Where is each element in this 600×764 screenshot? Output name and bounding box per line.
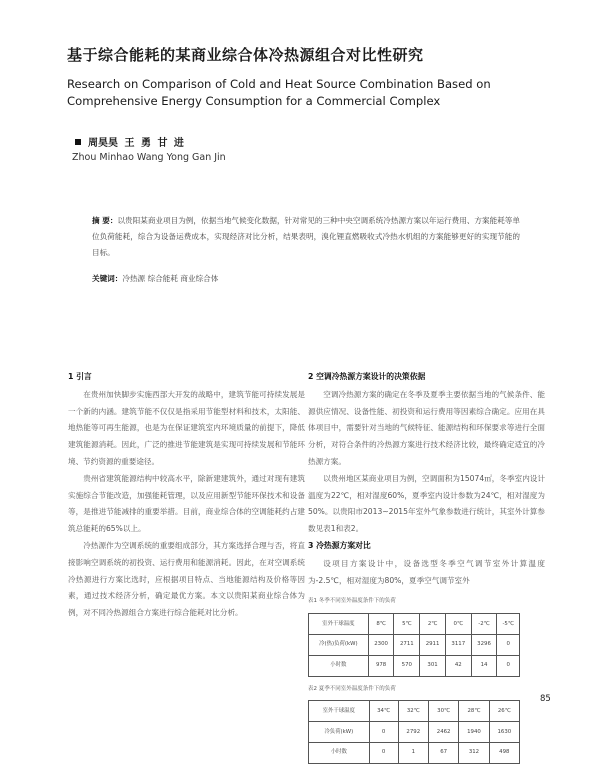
- table-cell: 3296: [471, 634, 497, 655]
- table-cell: 498: [489, 742, 519, 763]
- table-cell: 0: [369, 722, 398, 743]
- table-header-cell: 5℃: [394, 614, 420, 635]
- table-2-caption: 表2 夏季不同室外温度条件下的负荷: [308, 685, 396, 692]
- table-cell: 301: [420, 655, 446, 676]
- table-row: [309, 742, 520, 763]
- table-cell: 570: [394, 655, 420, 676]
- table-cell: 冷负荷(kW): [309, 722, 370, 743]
- section-2-heading: 2 空调冷热源方案设计的决策依据: [308, 372, 426, 381]
- table-header-row: [309, 614, 520, 635]
- table-header-cell: 28℃: [459, 701, 489, 722]
- table-header-cell: 室外干球温度: [309, 614, 369, 635]
- table-1-caption: 表1 冬季不同室外温度条件下的负荷: [308, 598, 396, 605]
- abstract-text: 以贵阳某商业项目为例，依据当地气候变化数据，针对常见的三种中央空调系统冷热源方案以年运行费用、方案能耗等单位负荷能耗，综合为设备运费成本，实现经济对比分析，结果表明，溴化锂直燃吸收式冷热水机组的方案能够更好的实现节能的目标。: [92, 216, 520, 257]
- section-2-paragraph: 以贵州地区某商业项目为例，空调面积为15074㎡，冬季室内设计温度为22℃，相对湿度60%，夏季室内设计参数为24℃，相对湿度为50%。以贵阳市2013~2015年室外气象参数进行统计，其室外计算参数见表1和表2。: [308, 473, 545, 534]
- table-cell: 42: [445, 655, 471, 676]
- authors-cn: [75, 134, 184, 149]
- table-cell: 312: [459, 742, 489, 763]
- table-header-cell: 34℃: [369, 701, 398, 722]
- table-cell: 2711: [394, 634, 420, 655]
- page-number: 85: [540, 694, 551, 704]
- section-3-paragraph: 设项目方案设计中，设备选型冬季空气调节室外计算温度为-2.5℃，相对湿度为80%，夏季空气调节室外: [308, 558, 545, 585]
- table-cell: 2462: [428, 722, 458, 743]
- table-header-cell: 32℃: [398, 701, 428, 722]
- paper-title-cn: 基于综合能耗的某商业综合体冷热源组合对比性研究: [67, 46, 424, 64]
- table-row: [309, 634, 520, 655]
- table-header-cell: 室外干球温度: [309, 701, 370, 722]
- paper-title-en: Research on Comparison of Cold and Heat Source Combination Based on Comprehensive Energy Consumption for a Commercial Complex: [67, 77, 491, 108]
- table-cell: 1940: [459, 722, 489, 743]
- table-cell: 2792: [398, 722, 428, 743]
- section-1-paragraph: 冷热源作为空调系统的重要组成部分，其方案选择合理与否，将直接影响空调系统的初投资、运行费用和能源消耗。因此，在对空调系统冷热源进行方案比选时，应根据项目特点、当地能源结构及价格等因素，通过技术经济分析，确定最优方案。本文以贵阳某商业综合体为例，对不同冷热源组合方案进行综合能耗对比分析。: [68, 540, 305, 618]
- authors-en: Zhou Minhao Wang Yong Gan Jin: [72, 152, 226, 163]
- table-cell: 0: [369, 742, 398, 763]
- keywords: [92, 273, 218, 284]
- table-cell: 1630: [489, 722, 519, 743]
- section-1-heading: 1 引言: [68, 372, 92, 381]
- right-column: [308, 369, 545, 764]
- table-cell: 冷(热)负荷(kW): [309, 634, 369, 655]
- table-header-cell: 26℃: [489, 701, 519, 722]
- table-cell: 14: [471, 655, 497, 676]
- section-1-paragraph: 在贵州加快脚步实施西部大开发的战略中，建筑节能可持续发展是一个新的内涵。建筑节能不仅仅是指采用节能型材料和技术，太阳能、地热能等可再生能源，也是为在保证建筑室内环境质量的前提下，降低建筑能源消耗。因此，广泛的推进节能建筑是实现可持续发展和节能环境、节约资源的重要途径。: [68, 389, 305, 466]
- table-header-cell: 2℃: [420, 614, 446, 635]
- keywords-label: 关键词：: [92, 274, 123, 283]
- keywords-text: 冷热源 综合能耗 商业综合体: [122, 274, 219, 283]
- table-header-cell: -2℃: [471, 614, 497, 635]
- table-cell: 0: [497, 634, 520, 655]
- table-cell: 小时数: [309, 655, 369, 676]
- abstract-label: 摘 要：: [92, 216, 118, 225]
- table-header-cell: 8℃: [368, 614, 394, 635]
- table-cell: 1: [398, 742, 428, 763]
- section-3-heading: 3 冷热源方案对比: [308, 540, 371, 550]
- table-1: [308, 613, 520, 676]
- table-header-cell: 0℃: [445, 614, 471, 635]
- square-bullet-icon: [75, 139, 81, 145]
- table-2: [308, 700, 520, 763]
- table-row: [309, 722, 520, 743]
- table-cell: 67: [428, 742, 458, 763]
- table-cell: 2300: [368, 634, 394, 655]
- section-2-paragraph: 空调冷热源方案的确定在冬季及夏季主要依据当地的气候条件、能源供应情况、设备性能、初投资和运行费用等因素综合确定。应用在具体项目中，需要针对当地的气候特征、能源结构和环保要求等进行全面分析，对符合条件的冷热源方案进行技术经济比较，最终确定适宜的冷热源方案。: [308, 389, 545, 466]
- table-cell: 小时数: [309, 742, 370, 763]
- table-header-cell: 30℃: [428, 701, 458, 722]
- abstract: [92, 213, 520, 261]
- table-cell: 3117: [445, 634, 471, 655]
- section-1-paragraph: 贵州省建筑能源结构中较高水平，除新建建筑外，通过对现有建筑实施综合节能改造，加强能耗管理，以及应用新型节能环保技术和设备等，是推进节能减排的重要举措。目前，商业综合体的空调能耗约占建筑总能耗的65%以上。: [68, 473, 305, 534]
- table-cell: 0: [497, 655, 520, 676]
- table-row: [309, 655, 520, 676]
- table-cell: 978: [368, 655, 394, 676]
- table-header-cell: -5℃: [497, 614, 520, 635]
- authors-cn-text: 周昊昊 王 勇 甘 进: [88, 138, 184, 149]
- table-cell: 2911: [420, 634, 446, 655]
- table-header-row: [309, 701, 520, 722]
- left-column: [68, 369, 305, 622]
